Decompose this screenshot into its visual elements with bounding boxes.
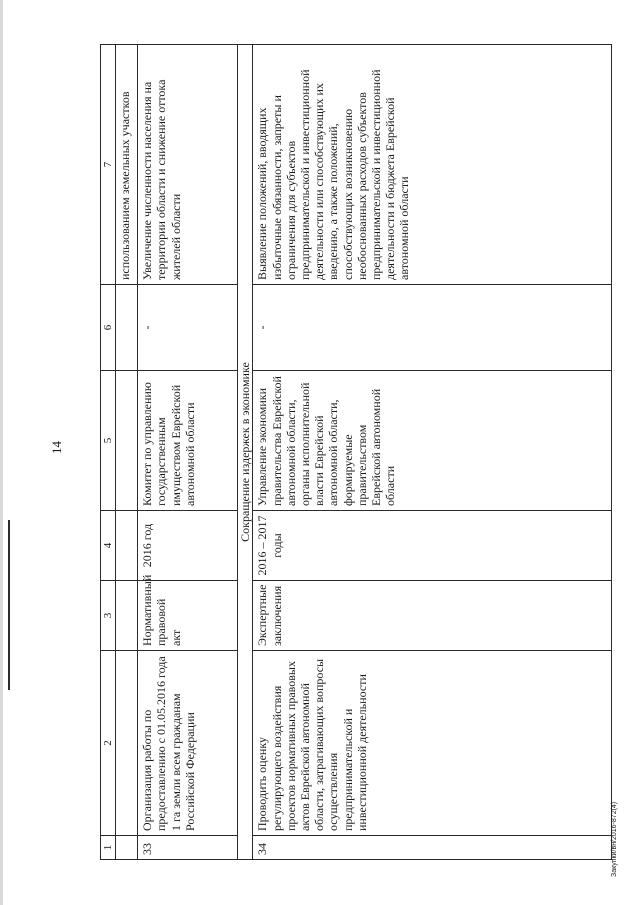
header-cell-6: 6 — [101, 285, 116, 371]
margin-mark — [8, 520, 10, 690]
row34-col6: - — [253, 285, 612, 371]
row34-number: 34 — [253, 836, 612, 860]
row34-term: 2016 – 2017 годы — [253, 511, 612, 581]
row33-number: 33 — [138, 836, 238, 860]
measures-table — [100, 45, 612, 860]
table-row-33 — [138, 45, 238, 860]
header-row — [101, 45, 116, 860]
header-cell-4: 4 — [101, 511, 116, 581]
header-cell-1: 1 — [101, 836, 116, 860]
header-cell-5: 5 — [101, 371, 116, 511]
section-row — [238, 45, 253, 860]
row34-responsible: Управление экономики правительства Еврейской автономной области, органы исполнительной власти Еврейской автономной области, формируемые правительством Еврейской автономной области — [253, 371, 612, 511]
row33-responsible: Комитет по управлению государственным имуществом Еврейской автономной области — [138, 371, 238, 511]
row33-document-type: Нормативный правовой акт — [138, 581, 238, 651]
scan-edge — [0, 0, 3, 905]
table-row-34 — [253, 45, 612, 860]
section-title: Сокращение издержек в экономике — [238, 45, 253, 860]
row33-col6: - — [138, 285, 238, 371]
row33-result: Увеличение численности населения на территории области и снижение оттока жителей области — [138, 45, 238, 285]
row-prev-result: использованием земельных участков — [116, 45, 138, 285]
row34-result: Выявление положений, вводящих избыточные обязанности, запреты и ограничения для субъектов предпринимательской и инвестиционной деятельности или способствующих их введению, а также положений, способствующих возникновению необоснованных расходов субъектов предпринимательской и инвестиционной деятельности и бюджета Еврейской автономной области — [253, 45, 612, 285]
footer-code: Закупки/вн/2016-872(4) — [611, 801, 618, 877]
header-cell-3: 3 — [101, 581, 116, 651]
row34-document-type: Экспертные заключения — [253, 581, 612, 651]
row33-term: 2016 год — [138, 511, 238, 581]
row33-measure: Организация работы по предоставлению с 01.05.2016 года 1 га земли всем гражданам Российской Федерации — [138, 651, 238, 836]
header-cell-2: 2 — [101, 651, 116, 836]
table-row-continued — [116, 45, 138, 860]
row34-measure: Проводить оценку регулирующего воздействия проектов нормативных правовых актов Еврейской автономной области, затрагивающих вопросы осуществления предпринимательской и инвестиционной деятельности — [253, 651, 612, 836]
page-number: 14 — [49, 441, 64, 454]
header-cell-7: 7 — [101, 45, 116, 285]
